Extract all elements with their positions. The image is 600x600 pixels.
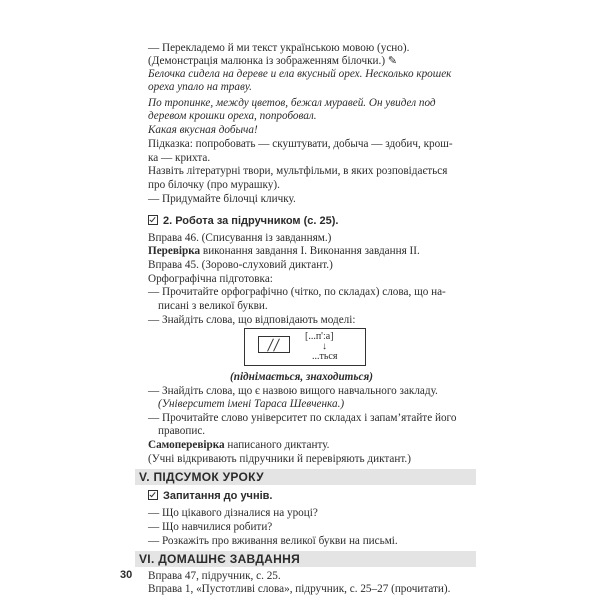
section-heading-summary: V. ПІДСУМОК УРОКУ [135, 469, 476, 485]
russian-text-line: Белочка сидела на дереве и ела вкусный орех. Несколько крошек [148, 68, 452, 80]
arrow-down-icon: ↓ [322, 341, 327, 352]
checkbox-icon [148, 490, 158, 500]
hint-line: ка — крихта. [148, 152, 211, 164]
text-line: Орфографічна підготовка: [148, 273, 273, 285]
subsection-heading: Запитання до учнів. [148, 490, 272, 502]
word-model-box [258, 336, 290, 353]
text-line: — Перекладемо й ми текст українською мовою (усно). [148, 42, 410, 54]
diagram-top-label: [...п'ːа] [305, 331, 334, 342]
text-line: — Придумайте білочці кличку. [148, 193, 296, 205]
russian-text-line: деревом крошки ореха, попробовал. [148, 110, 317, 122]
text-line: — Прочитайте орфографічно (чітко, по складах) слова, що на- [148, 286, 446, 298]
diagram-bottom-label: ...ться [312, 351, 338, 362]
text-line: правопис. [158, 425, 206, 437]
homework-item: Вправа 47, підручник, с. 25. [148, 570, 281, 582]
question-item: — Що цікавого дізналися на уроці? [148, 507, 318, 519]
russian-text-line: ореха упало на траву. [148, 81, 252, 93]
text-line: писані з великої букви. [158, 300, 268, 312]
text-line: (Університет імені Тараса Шевченка.) [158, 398, 345, 410]
text-line: про білочку (про мурашку). [148, 179, 280, 191]
pencil-icon: ✎ [387, 55, 398, 67]
text-line: — Прочитайте слово університет по складах і запам’ятайте його [148, 412, 457, 424]
text-line: Назвіть літературні твори, мультфільми, в яких розповідається [148, 165, 448, 177]
page-number: 30 [120, 569, 133, 581]
section-heading-homework: VI. ДОМАШНЄ ЗАВДАННЯ [135, 551, 476, 567]
text-line: Самоперевірка написаного диктанту. [148, 439, 330, 451]
hint-line: Підказка: попробовать — скуштувати, добыча — здобич, крош- [148, 138, 453, 150]
question-item: — Розкажіть про вживання великої букви на письмі. [148, 535, 398, 547]
checkbox-icon [148, 215, 158, 225]
russian-text-line: Какая вкусная добыча! [148, 124, 258, 136]
text-line: Вправа 46. (Списування із завданням.) [148, 232, 332, 244]
text-line: (Учні відкривають підручники й перевіряють диктант.) [148, 453, 411, 465]
text-line: — Знайдіть слова, що відповідають моделі: [148, 314, 356, 326]
homework-item: Вправа 1, «Пустотливі слова», підручник, с. 25–27 (прочитати). [148, 583, 451, 595]
question-item: — Що навчилися робити? [148, 521, 273, 533]
text-line: — Знайдіть слова, що є назвою вищого навчального закладу. [148, 385, 438, 397]
answer-words: (піднімається, знаходиться) [230, 371, 373, 383]
text-line: (Демонстрація малюнка із зображенням білочки.) ✎ [148, 55, 398, 67]
text-line: Вправа 45. (Зорово-слуховий диктант.) [148, 259, 333, 271]
russian-text-line: По тропинке, между цветов, бежал муравей. Он увидел под [148, 97, 436, 109]
text-line: Перевірка виконання завдання I. Виконання завдання II. [148, 245, 420, 257]
subsection-heading: 2. Робота за підручником (с. 25). [148, 215, 338, 227]
